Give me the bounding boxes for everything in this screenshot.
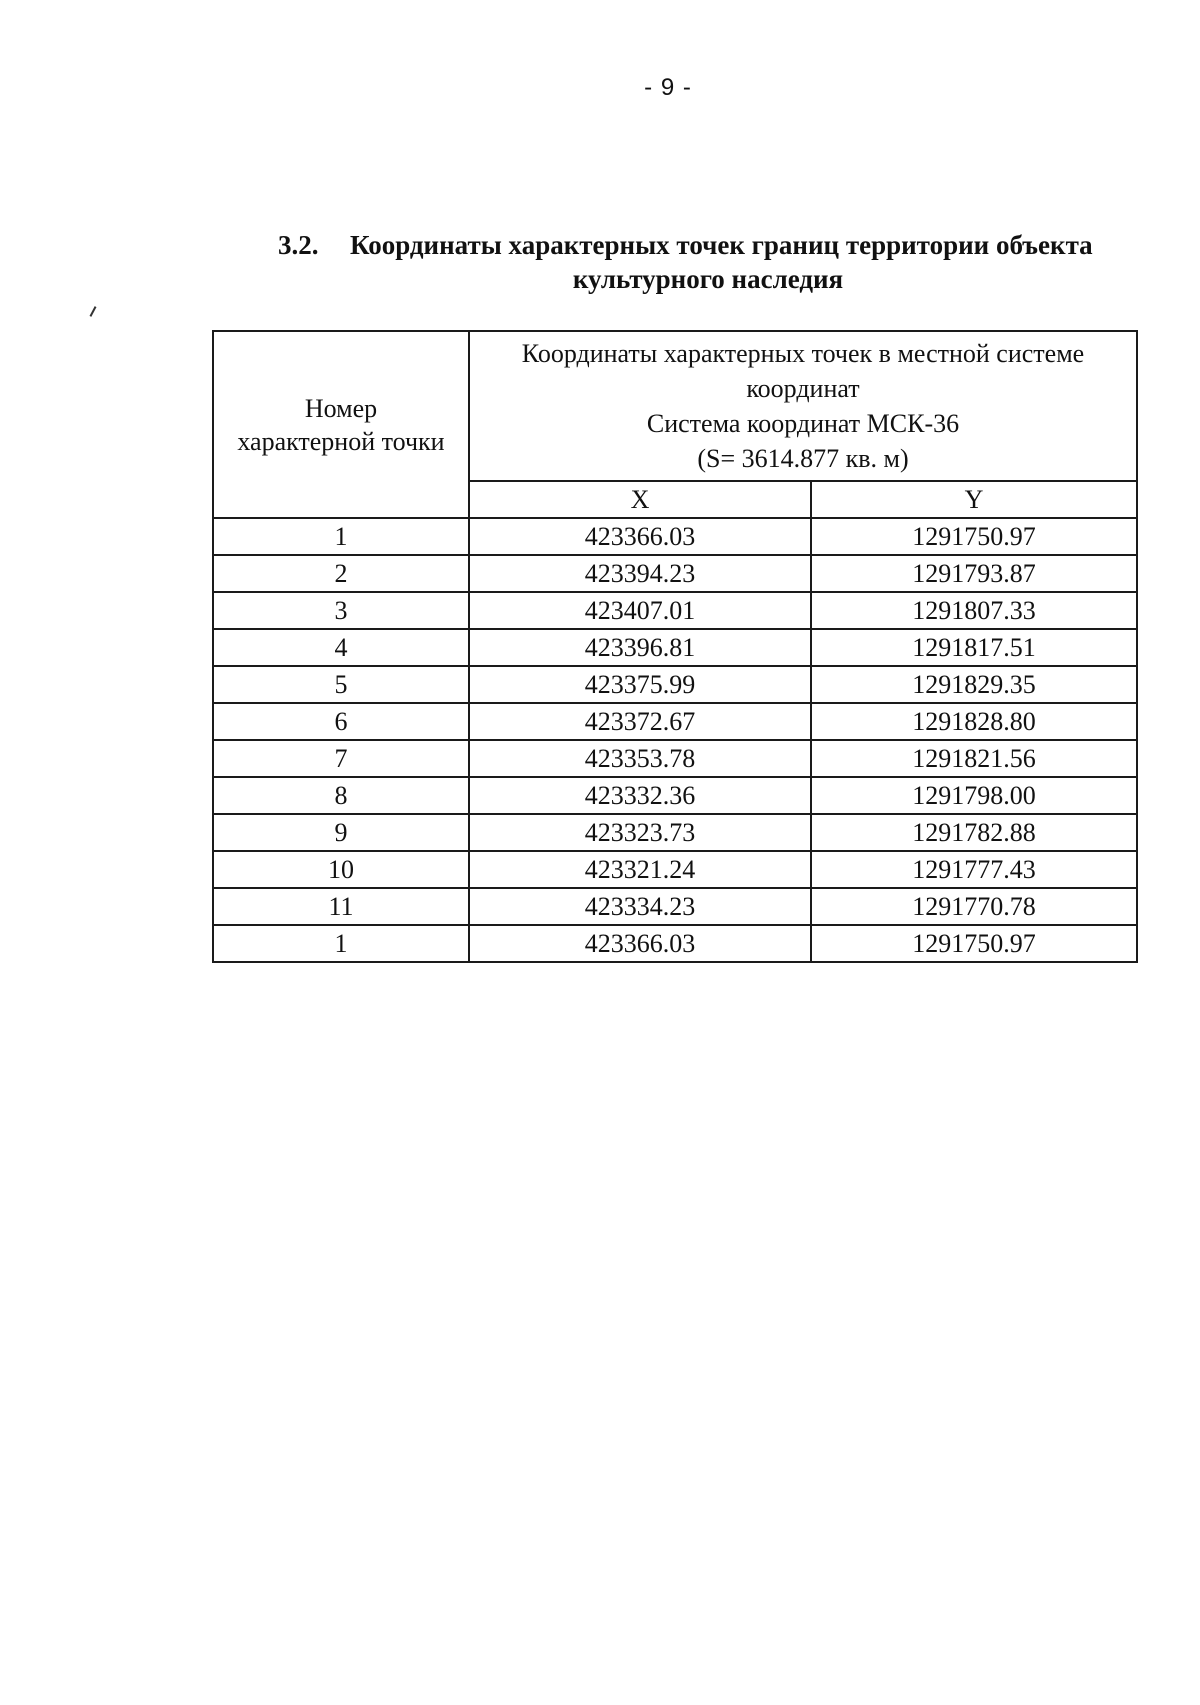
cell-y: 1291782.88 (811, 814, 1137, 851)
cell-point: 6 (213, 703, 469, 740)
table-row (213, 851, 1137, 888)
cell-point: 3 (213, 592, 469, 629)
cell-x: 423394.23 (469, 555, 811, 592)
page-number: - 9 - (644, 74, 692, 101)
table-row (213, 777, 1137, 814)
cell-y: 1291807.33 (811, 592, 1137, 629)
cell-x: 423396.81 (469, 629, 811, 666)
cell-point: 5 (213, 666, 469, 703)
section-heading-line1 (278, 228, 1138, 262)
header-y: Y (811, 481, 1137, 518)
cell-x: 423323.73 (469, 814, 811, 851)
cell-x: 423366.03 (469, 925, 811, 962)
cell-point: 1 (213, 925, 469, 962)
table-row (213, 555, 1137, 592)
cell-y: 1291750.97 (811, 925, 1137, 962)
coordinates-table (212, 330, 1138, 963)
header-point-number: Номер характерной точки (213, 331, 469, 518)
cell-point: 8 (213, 777, 469, 814)
cell-x: 423375.99 (469, 666, 811, 703)
cell-x: 423366.03 (469, 518, 811, 555)
cell-y: 1291793.87 (811, 555, 1137, 592)
cell-y: 1291829.35 (811, 666, 1137, 703)
table-row (213, 666, 1137, 703)
header-x: X (469, 481, 811, 518)
cell-y: 1291828.80 (811, 703, 1137, 740)
cell-point: 1 (213, 518, 469, 555)
header-coordinates: Координаты характерных точек в местной системе координат Система координат МСК-36 (S= 3614.877 кв. м) (469, 331, 1137, 481)
table-row (213, 703, 1137, 740)
stray-mark (90, 306, 97, 317)
cell-point: 10 (213, 851, 469, 888)
section-title-line1: Координаты характерных точек границ территории объекта (350, 230, 1093, 260)
cell-x: 423334.23 (469, 888, 811, 925)
cell-point: 7 (213, 740, 469, 777)
cell-point: 9 (213, 814, 469, 851)
cell-x: 423321.24 (469, 851, 811, 888)
cell-x: 423407.01 (469, 592, 811, 629)
cell-y: 1291777.43 (811, 851, 1137, 888)
table-row (213, 592, 1137, 629)
section-title-line2: культурного наследия (572, 264, 844, 294)
cell-point: 4 (213, 629, 469, 666)
cell-y: 1291798.00 (811, 777, 1137, 814)
cell-x: 423353.78 (469, 740, 811, 777)
cell-y: 1291770.78 (811, 888, 1137, 925)
table-row (213, 629, 1137, 666)
table-row (213, 888, 1137, 925)
cell-y: 1291817.51 (811, 629, 1137, 666)
table-header-row (213, 331, 1137, 481)
table-row (213, 518, 1137, 555)
cell-x: 423332.36 (469, 777, 811, 814)
cell-point: 2 (213, 555, 469, 592)
section-number: 3.2. (278, 230, 319, 260)
cell-y: 1291821.56 (811, 740, 1137, 777)
table-row (213, 740, 1137, 777)
section-heading (278, 228, 1138, 296)
table-row (213, 925, 1137, 962)
cell-x: 423372.67 (469, 703, 811, 740)
table-row (213, 814, 1137, 851)
cell-point: 11 (213, 888, 469, 925)
cell-y: 1291750.97 (811, 518, 1137, 555)
